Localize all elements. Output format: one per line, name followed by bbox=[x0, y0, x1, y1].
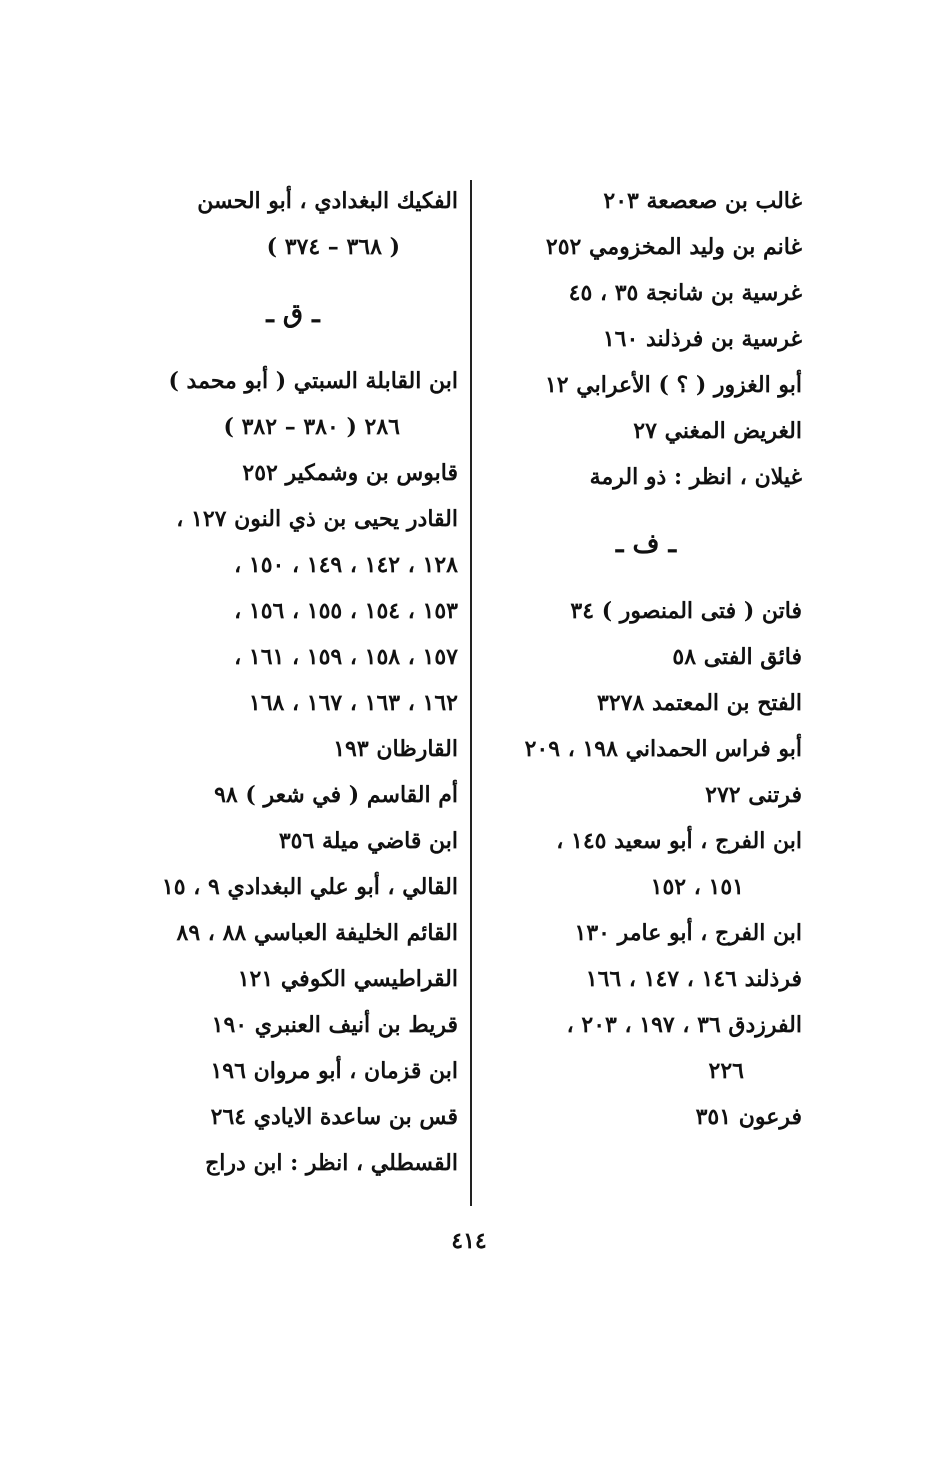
index-entry: الفرزدق ٣٦ ، ١٩٧ ، ٢٠٣ ، bbox=[566, 1012, 802, 1038]
index-entry: القالي ، أبو علي البغدادي ٩ ، ١٥ bbox=[161, 874, 458, 900]
index-entry: الغريض المغني ٢٧ bbox=[633, 418, 802, 444]
index-entry: غالب بن صعصعة ٢٠٣ bbox=[603, 188, 802, 214]
index-entry-continuation: ١٥٧ ، ١٥٨ ، ١٥٩ ، ١٦١ ، bbox=[234, 644, 458, 670]
index-entry: قس بن ساعدة الايادي ٢٦٤ bbox=[210, 1104, 458, 1130]
section-heading-qaf: ـ ق ـ bbox=[266, 299, 320, 329]
index-column-left bbox=[128, 178, 458, 1186]
index-entry: غيلان ، انظر : ذو الرمة bbox=[589, 464, 802, 490]
index-entry: ابن الفرج ، أبو سعيد ١٤٥ ، bbox=[556, 828, 802, 854]
index-entry: ابن الفرج ، أبو عامر ١٣٠ bbox=[574, 920, 802, 946]
index-entry-continuation: ١٥١ ، ١٥٢ bbox=[650, 874, 744, 900]
index-entry-continuation: ٢٢٦ bbox=[708, 1058, 744, 1084]
index-entry: قريط بن أنيف العنبري ١٩٠ bbox=[211, 1012, 458, 1038]
index-entry-continuation: ١٦٢ ، ١٦٣ ، ١٦٧ ، ١٦٨ bbox=[248, 690, 458, 716]
index-entry: الفكيك البغدادي ، أبو الحسن bbox=[197, 188, 458, 214]
index-entry: القادر يحيى بن ذي النون ١٢٧ ، bbox=[176, 506, 458, 532]
index-entry: القسطلي ، انظر : ابن دراج bbox=[205, 1150, 458, 1176]
page-number: ٤١٤ bbox=[451, 1228, 487, 1254]
index-entry: ابن قزمان ، أبو مروان ١٩٦ bbox=[210, 1058, 458, 1084]
index-entry: فرذلند ١٤٦ ، ١٤٧ ، ١٦٦ bbox=[585, 966, 802, 992]
index-entry: فرتنى ٢٧٢ bbox=[705, 782, 802, 808]
index-entry: ابن القابلة السبتي ( أبو محمد ) bbox=[168, 368, 458, 394]
index-column-right bbox=[490, 178, 802, 1140]
index-entry: فاتن ( فتى المنصور ) ٣٤ bbox=[570, 598, 802, 624]
index-entry: القراطيسي الكوفي ١٢١ bbox=[237, 966, 458, 992]
index-entry: القائم الخليفة العباسي ٨٨ ، ٨٩ bbox=[176, 920, 458, 946]
index-entry-continuation: ٢٨٦ ( ٣٨٠ – ٣٨٢ ) bbox=[223, 414, 400, 440]
index-entry: فرعون ٣٥١ bbox=[695, 1104, 802, 1130]
index-entry: أبو فراس الحمداني ١٩٨ ، ٢٠٩ bbox=[524, 736, 802, 762]
index-entry: أبو الغزور ( ؟ ) الأعرابي ١٢ bbox=[544, 372, 802, 398]
index-entry: ابن قاضي ميلة ٣٥٦ bbox=[278, 828, 458, 854]
index-entry: قابوس بن وشمكير ٢٥٢ bbox=[242, 460, 458, 486]
column-divider bbox=[470, 180, 472, 1206]
index-entry: فائق الفتى ٥٨ bbox=[672, 644, 802, 670]
index-entry-continuation: ١٥٣ ، ١٥٤ ، ١٥٥ ، ١٥٦ ، bbox=[234, 598, 458, 624]
index-entry-continuation: ( ٣٦٨ – ٣٧٤ ) bbox=[266, 234, 400, 260]
index-entry: غرسية بن فرذلند ١٦٠ bbox=[602, 326, 802, 352]
index-entry: القارظان ١٩٣ bbox=[333, 736, 458, 762]
index-entry: غرسية بن شانجة ٣٥ ، ٤٥ bbox=[568, 280, 802, 306]
index-entry-continuation: ١٢٨ ، ١٤٢ ، ١٤٩ ، ١٥٠ ، bbox=[234, 552, 458, 578]
index-entry: غانم بن وليد المخزومي ٢٥٢ bbox=[545, 234, 802, 260]
index-entry: الفتح بن المعتمد ٣٢٧٨ bbox=[597, 690, 802, 716]
index-entry: أم القاسم ( في شعر ) ٩٨ bbox=[214, 782, 458, 808]
section-heading-fa: ـ ف ـ bbox=[615, 529, 677, 559]
